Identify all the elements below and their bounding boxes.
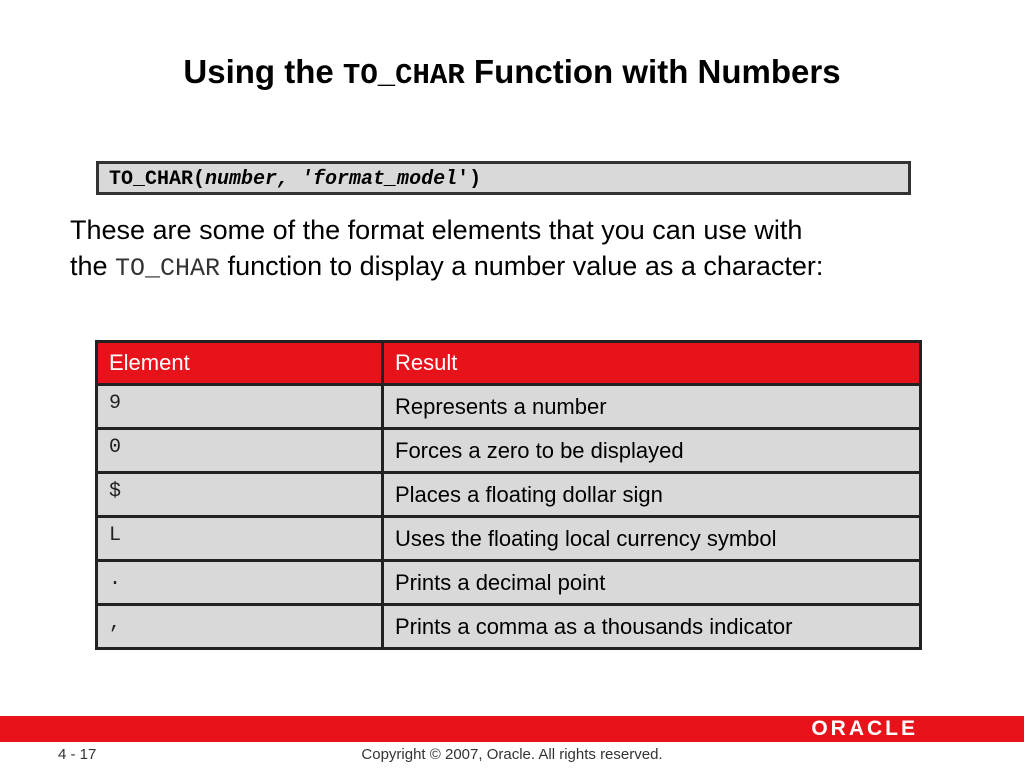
table-header-row	[98, 343, 919, 383]
title-code: TO_CHAR	[342, 59, 465, 92]
element-cell: .	[98, 562, 384, 603]
title-prefix: Using the	[183, 53, 343, 90]
element-cell: $	[98, 474, 384, 515]
element-cell: ,	[98, 606, 384, 647]
intro-line1: These are some of the format elements that you can use with	[70, 215, 803, 245]
result-cell: Prints a comma as a thousands indicator	[384, 606, 919, 647]
header-element: Element	[98, 343, 384, 383]
format-elements-table	[95, 340, 922, 650]
table-row	[98, 515, 919, 559]
syntax-args: number, '	[205, 168, 314, 191]
element-cell: 0	[98, 430, 384, 471]
table-row	[98, 559, 919, 603]
table-row	[98, 471, 919, 515]
oracle-logo: ORACLE	[811, 717, 918, 740]
syntax-close: ')	[457, 168, 482, 191]
table-row	[98, 383, 919, 427]
intro-the: the	[70, 251, 116, 281]
header-result: Result	[384, 343, 919, 383]
result-cell: Uses the floating local currency symbol	[384, 518, 919, 559]
title-suffix: Function with Numbers	[464, 53, 841, 90]
element-cell: 9	[98, 386, 384, 427]
result-cell: Represents a number	[384, 386, 919, 427]
slide-title	[0, 50, 1024, 98]
element-cell: L	[98, 518, 384, 559]
result-cell: Places a floating dollar sign	[384, 474, 919, 515]
table-row	[98, 603, 919, 647]
intro-rest: function to display a number value as a character:	[220, 251, 824, 281]
result-cell: Forces a zero to be displayed	[384, 430, 919, 471]
copyright-text: Copyright © 2007, Oracle. All rights reserved.	[361, 746, 663, 763]
result-cell: Prints a decimal point	[384, 562, 919, 603]
syntax-box	[96, 161, 911, 195]
intro-code: TO_CHAR	[115, 254, 221, 283]
table-row	[98, 427, 919, 471]
syntax-format-model: format_model	[313, 168, 458, 191]
syntax-func: TO_CHAR(	[109, 168, 206, 191]
page-number: 4 - 17	[58, 746, 97, 763]
intro-text	[70, 212, 950, 287]
